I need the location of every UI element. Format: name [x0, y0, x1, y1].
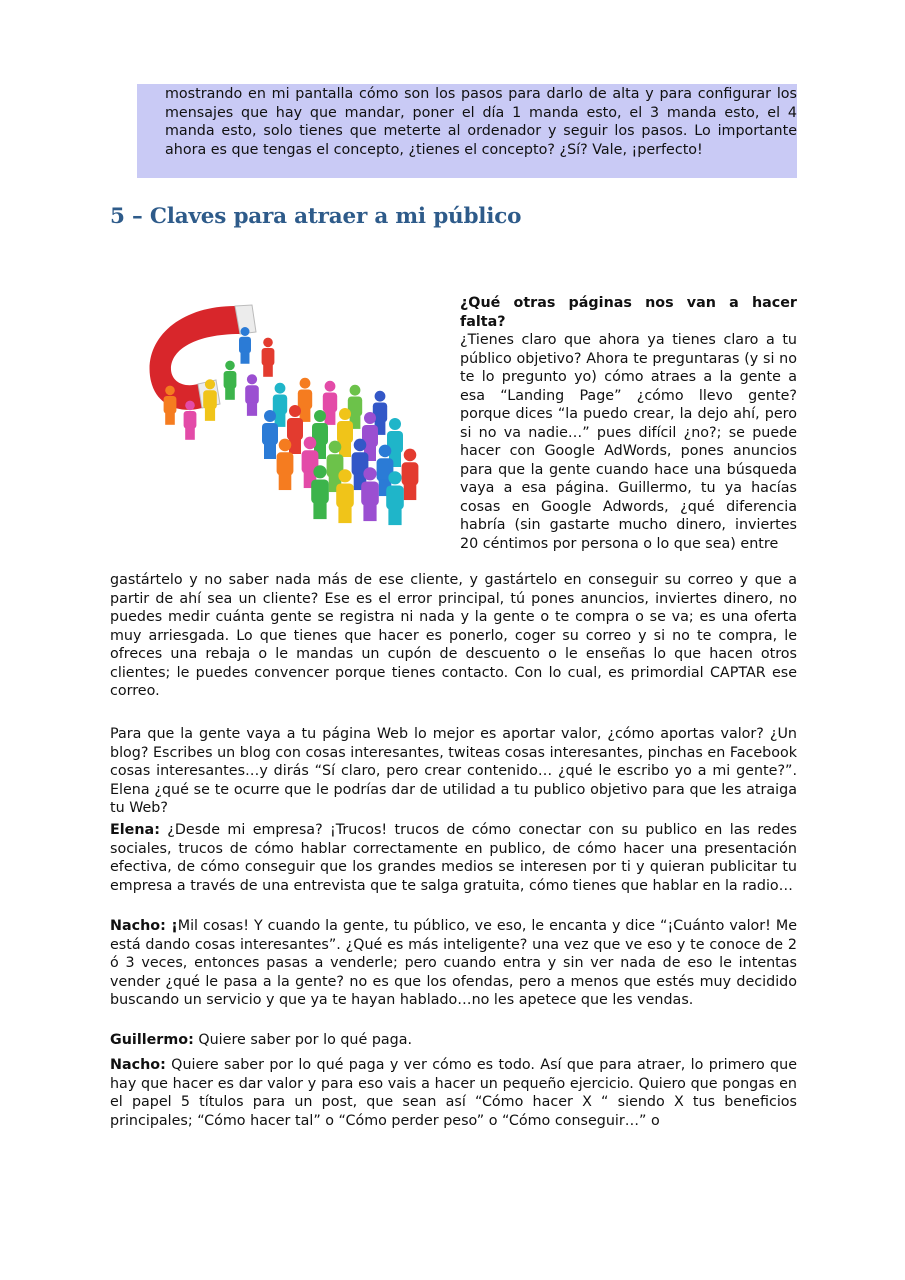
dialogue-text: Quiere saber por lo qué paga. — [193, 1032, 413, 1048]
speaker-label: Nacho: ¡ — [110, 918, 178, 934]
side-question: ¿Qué otras páginas nos van a hacer falta? — [460, 295, 797, 330]
dialogue-text: Quiere saber por lo qué paga y ver cómo es todo. Así que para atraer, lo primero que hay que hacer es dar valor y para eso vais a hacer un pequeño ejercicio. Quiero que pongas en el papel 5 títulos para un post, que sean así “Cómo hacer X “ siendo X tus beneficios principales; “Cómo hacer tal” o “Cómo perder peso” o “Cómo conseguir…” o — [110, 1057, 797, 1129]
magnet-attracting-people-illustration — [140, 288, 440, 538]
dialogue-text: Mil cosas! Y cuando la gente, tu público, ve eso, le encanta y dice “¡Cuánto valor! Me está dando cosas interesantes”. ¿Qué es más inteligente? una vez que ve eso y te conoce de 2 ó 3 veces, entonces pasas a venderle; pero cuando entra y sin ver nada de eso le intentas vender ¿qué le pasa a la gente? no es que los ofendas, pero a menos que estés muy decidido buscando un servicio y que ya te hayan hablado…no les apetece que les vendas. — [110, 918, 798, 1008]
side-column — [460, 294, 797, 553]
person-figure — [361, 467, 379, 521]
speaker-label: Nacho: — [110, 1057, 166, 1073]
person-figure — [184, 401, 197, 440]
person-figure — [245, 374, 259, 416]
person-figure — [402, 449, 419, 500]
person-figure — [277, 439, 294, 490]
dialogue-nacho-2 — [110, 1056, 797, 1130]
person-figure — [239, 327, 251, 364]
person-figure — [262, 338, 275, 377]
dialogue-guillermo — [110, 1031, 797, 1050]
dialogue-nacho-1 — [110, 917, 797, 1010]
person-figure — [164, 386, 177, 425]
dialogue-elena — [110, 821, 797, 895]
person-figure — [224, 361, 237, 400]
side-text: ¿Tienes claro que ahora ya tienes claro a tu público objetivo? Ahora te preguntaras (y si no te lo pregunto yo) cómo atraes a la gente a esa “Landing Page” ¿cómo llevo gente? porque dices “la puedo crear, la dejo ahí, pero si no va nadie…” pues difícil ¿no?; se puede hacer con Google AdWords, pones anuncios para que la gente cuando hace una búsqueda vaya a esa página. Guillermo, tu ya hacías cosas en Google Adwords, ¿qué diferencia habría (sin gastarte mucho dinero, inviertes 20 céntimos por persona o lo que sea) entre — [460, 332, 797, 552]
person-figure — [273, 383, 287, 427]
dialogue-text: ¿Desde mi empresa? ¡Trucos! trucos de cómo conectar con su publico en las redes sociales, trucos de cómo hablar correctamente en publico, de cómo hacer una presentación efectiva, de cómo conseguir que los grandes medios se interesen por ti y quieran publicitar tu empresa a través de una entrevista que te salga gratuita, cómo tienes que hablar en la radio… — [110, 822, 797, 894]
quote-box — [137, 84, 797, 178]
person-figure — [298, 378, 312, 422]
speaker-label: Guillermo: — [110, 1032, 194, 1048]
person-figure — [203, 379, 217, 421]
person-figure — [262, 410, 278, 459]
speaker-label: Elena: — [110, 822, 160, 838]
people-crowd — [164, 327, 419, 525]
section-title: 5 – Claves para atraer a mi público — [110, 204, 522, 229]
paragraph-1: gastártelo y no saber nada más de ese cliente, y gastártelo en conseguir su correo y que a partir de ahí sea un cliente? Ese es el error principal, tú pones anuncios, inviertes dinero, no puedes medir cuánta gente se registra ni nada y la gente o te compra o se va; es una oferta muy arriesgada. Lo que tienes que hacer es ponerlo, coger su correo y si no te compra, le ofreces una rebaja o le mandas un cupón de descuento o le enseñas lo que hacen otros clientes; le puedes convencer porque tienes contacto. Con lo cual, es primordial CAPTAR ese correo. — [110, 572, 797, 699]
person-figure — [386, 471, 404, 525]
paragraph-2: Para que la gente vaya a tu página Web lo mejor es aportar valor, ¿cómo aportas valor? ¿Un blog? Escribes un blog con cosas interesantes, twiteas cosas interesantes, pinchas en Facebook cosas interesantes…y dirás “Sí claro, pero crear contenido… ¿qué le escribo yo a mi gente?”. Elena ¿qué se te ocurre que le podrías dar de utilidad a tu publico objetivo para que les atraiga tu Web? — [110, 726, 797, 816]
magnet-people-image — [140, 288, 440, 538]
person-figure — [336, 469, 354, 523]
quote-text: mostrando en mi pantalla cómo son los pasos para darlo de alta y para configurar los mensajes que hay que mandar, poner el día 1 manda esto, el 3 manda esto, el 4 manda esto, solo tienes que meterte al ordenador y seguir los pasos. Lo importante ahora es que tengas el concepto, ¿tienes el concepto? ¿Sí? Vale, ¡perfecto! — [165, 86, 797, 158]
person-figure — [311, 465, 329, 519]
